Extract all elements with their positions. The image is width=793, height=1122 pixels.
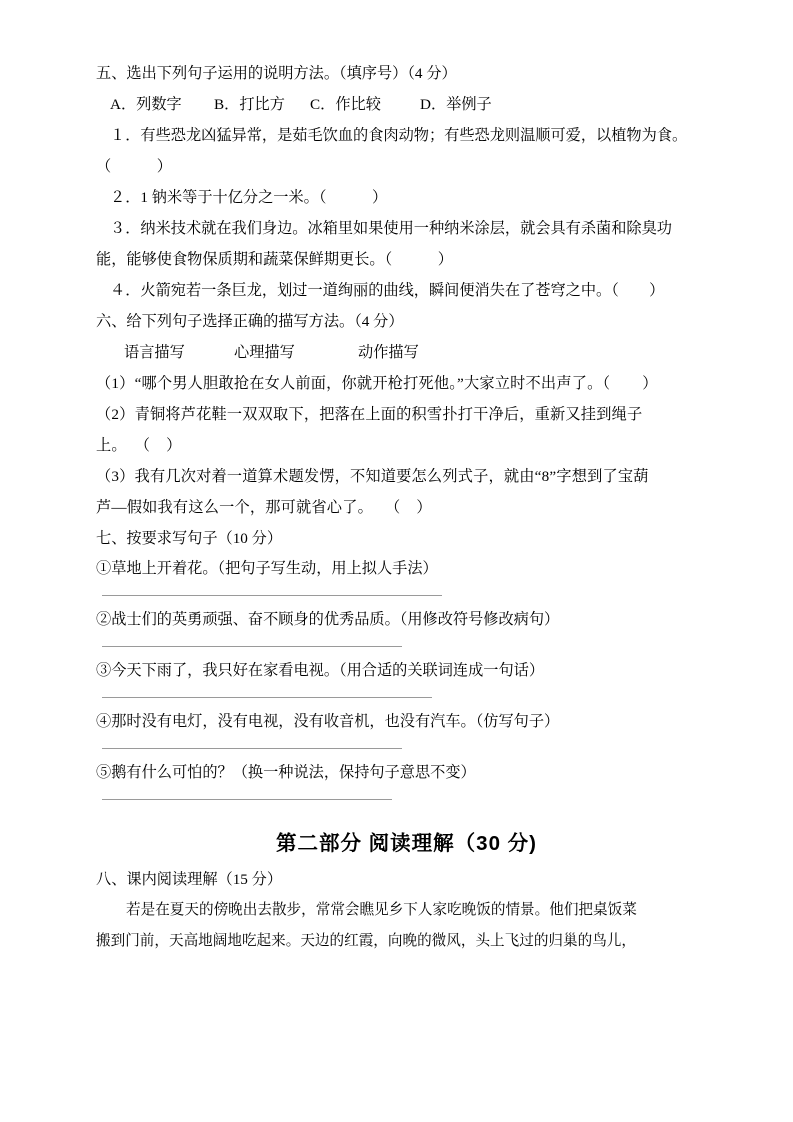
section-5-item-4: ４．火箭宛若一条巨龙，划过一道绚丽的曲线，瞬间便消失在了苍穹之中。（ ）	[110, 282, 665, 299]
section-6-item-3-line-1: （3）我有几次对着一道算术题发愣，不知道要怎么列式子，就由“8”字想到了宝葫	[96, 468, 649, 485]
section-5-item-1-line-2: （ ）	[96, 158, 172, 175]
method-psychology: 心理描写	[234, 344, 295, 361]
option-c: C．作比较	[310, 96, 381, 113]
section-7-question-5: ⑤鹅有什么可怕的？（换一种说法，保持句子意思不变）	[96, 764, 476, 781]
method-language: 语言描写	[124, 344, 185, 361]
option-d: D．举例子	[420, 96, 492, 113]
section-6-item-2-line-2: 上。 （ ）	[96, 437, 182, 454]
section-7-heading: 七、按要求写句子（10 分）	[96, 530, 283, 547]
section-6-item-1: （1）“哪个男人胆敢抢在女人前面，你就开枪打死他。”大家立时不出声了。（ ）	[96, 375, 658, 392]
passage-line-2: 搬到门前，天高地阔地吃起来。天边的红霞，向晚的微风，头上飞过的归巢的鸟儿，	[96, 933, 636, 949]
section-7-question-2: ②战士们的英勇顽强、奋不顾身的优秀品质。（用修改符号修改病句）	[96, 611, 560, 628]
section-5-heading: 五、选出下列句子运用的说明方法。（填序号）（4 分）	[96, 65, 457, 82]
section-7-question-3: ③今天下雨了，我只好在家看电视。（用合适的关联词连成一句话）	[96, 662, 545, 679]
section-5-item-3-line-1: ３．纳米技术就在我们身边。冰箱里如果使用一种纳米涂层，就会具有杀菌和除臭功	[110, 220, 672, 237]
section-8-heading: 八、课内阅读理解（15 分）	[96, 871, 283, 888]
answer-blank-5[interactable]	[102, 799, 392, 800]
method-action: 动作描写	[358, 344, 419, 361]
section-6-item-2-line-1: （2）青铜将芦花鞋一双双取下，把落在上面的积雪扑打干净后，重新又挂到绳子	[96, 406, 643, 423]
section-5-item-3-line-2: 能，能够使食物保质期和蔬菜保鲜期更长。（ ）	[96, 251, 453, 268]
section-5-options	[96, 89, 717, 120]
answer-blank-2[interactable]	[102, 646, 402, 647]
answer-blank-4[interactable]	[102, 748, 402, 749]
answer-blank-3[interactable]	[102, 697, 432, 698]
option-a: A．列数字	[110, 96, 182, 113]
section-7-question-1: ①草地上开着花。（把句子写生动，用上拟人手法）	[96, 560, 438, 577]
option-b: B．打比方	[214, 96, 285, 113]
part-2-title: 第二部分 阅读理解（30 分)	[275, 832, 538, 855]
section-6-method-words	[96, 337, 717, 368]
section-6-heading: 六、给下列句子选择正确的描写方法。（4 分）	[96, 313, 404, 330]
section-6-item-3-line-2: 芦—假如我有这么一个，那可就省心了。 （ ）	[96, 499, 432, 516]
answer-blank-1[interactable]	[102, 595, 442, 596]
passage-line-1: 若是在夏天的傍晚出去散步，常常会瞧见乡下人家吃晚饭的情景。他们把桌饭菜	[126, 902, 637, 918]
section-5-item-1-line-1: １．有些恐龙凶猛异常，是茹毛饮血的食肉动物；有些恐龙则温顺可爱，以植物为食。	[110, 127, 688, 144]
section-7-question-4: ④那时没有电灯，没有电视，没有收音机，也没有汽车。（仿写句子）	[96, 713, 560, 730]
section-5-item-2: ２．1 钠米等于十亿分之一米。（ ）	[110, 189, 388, 206]
